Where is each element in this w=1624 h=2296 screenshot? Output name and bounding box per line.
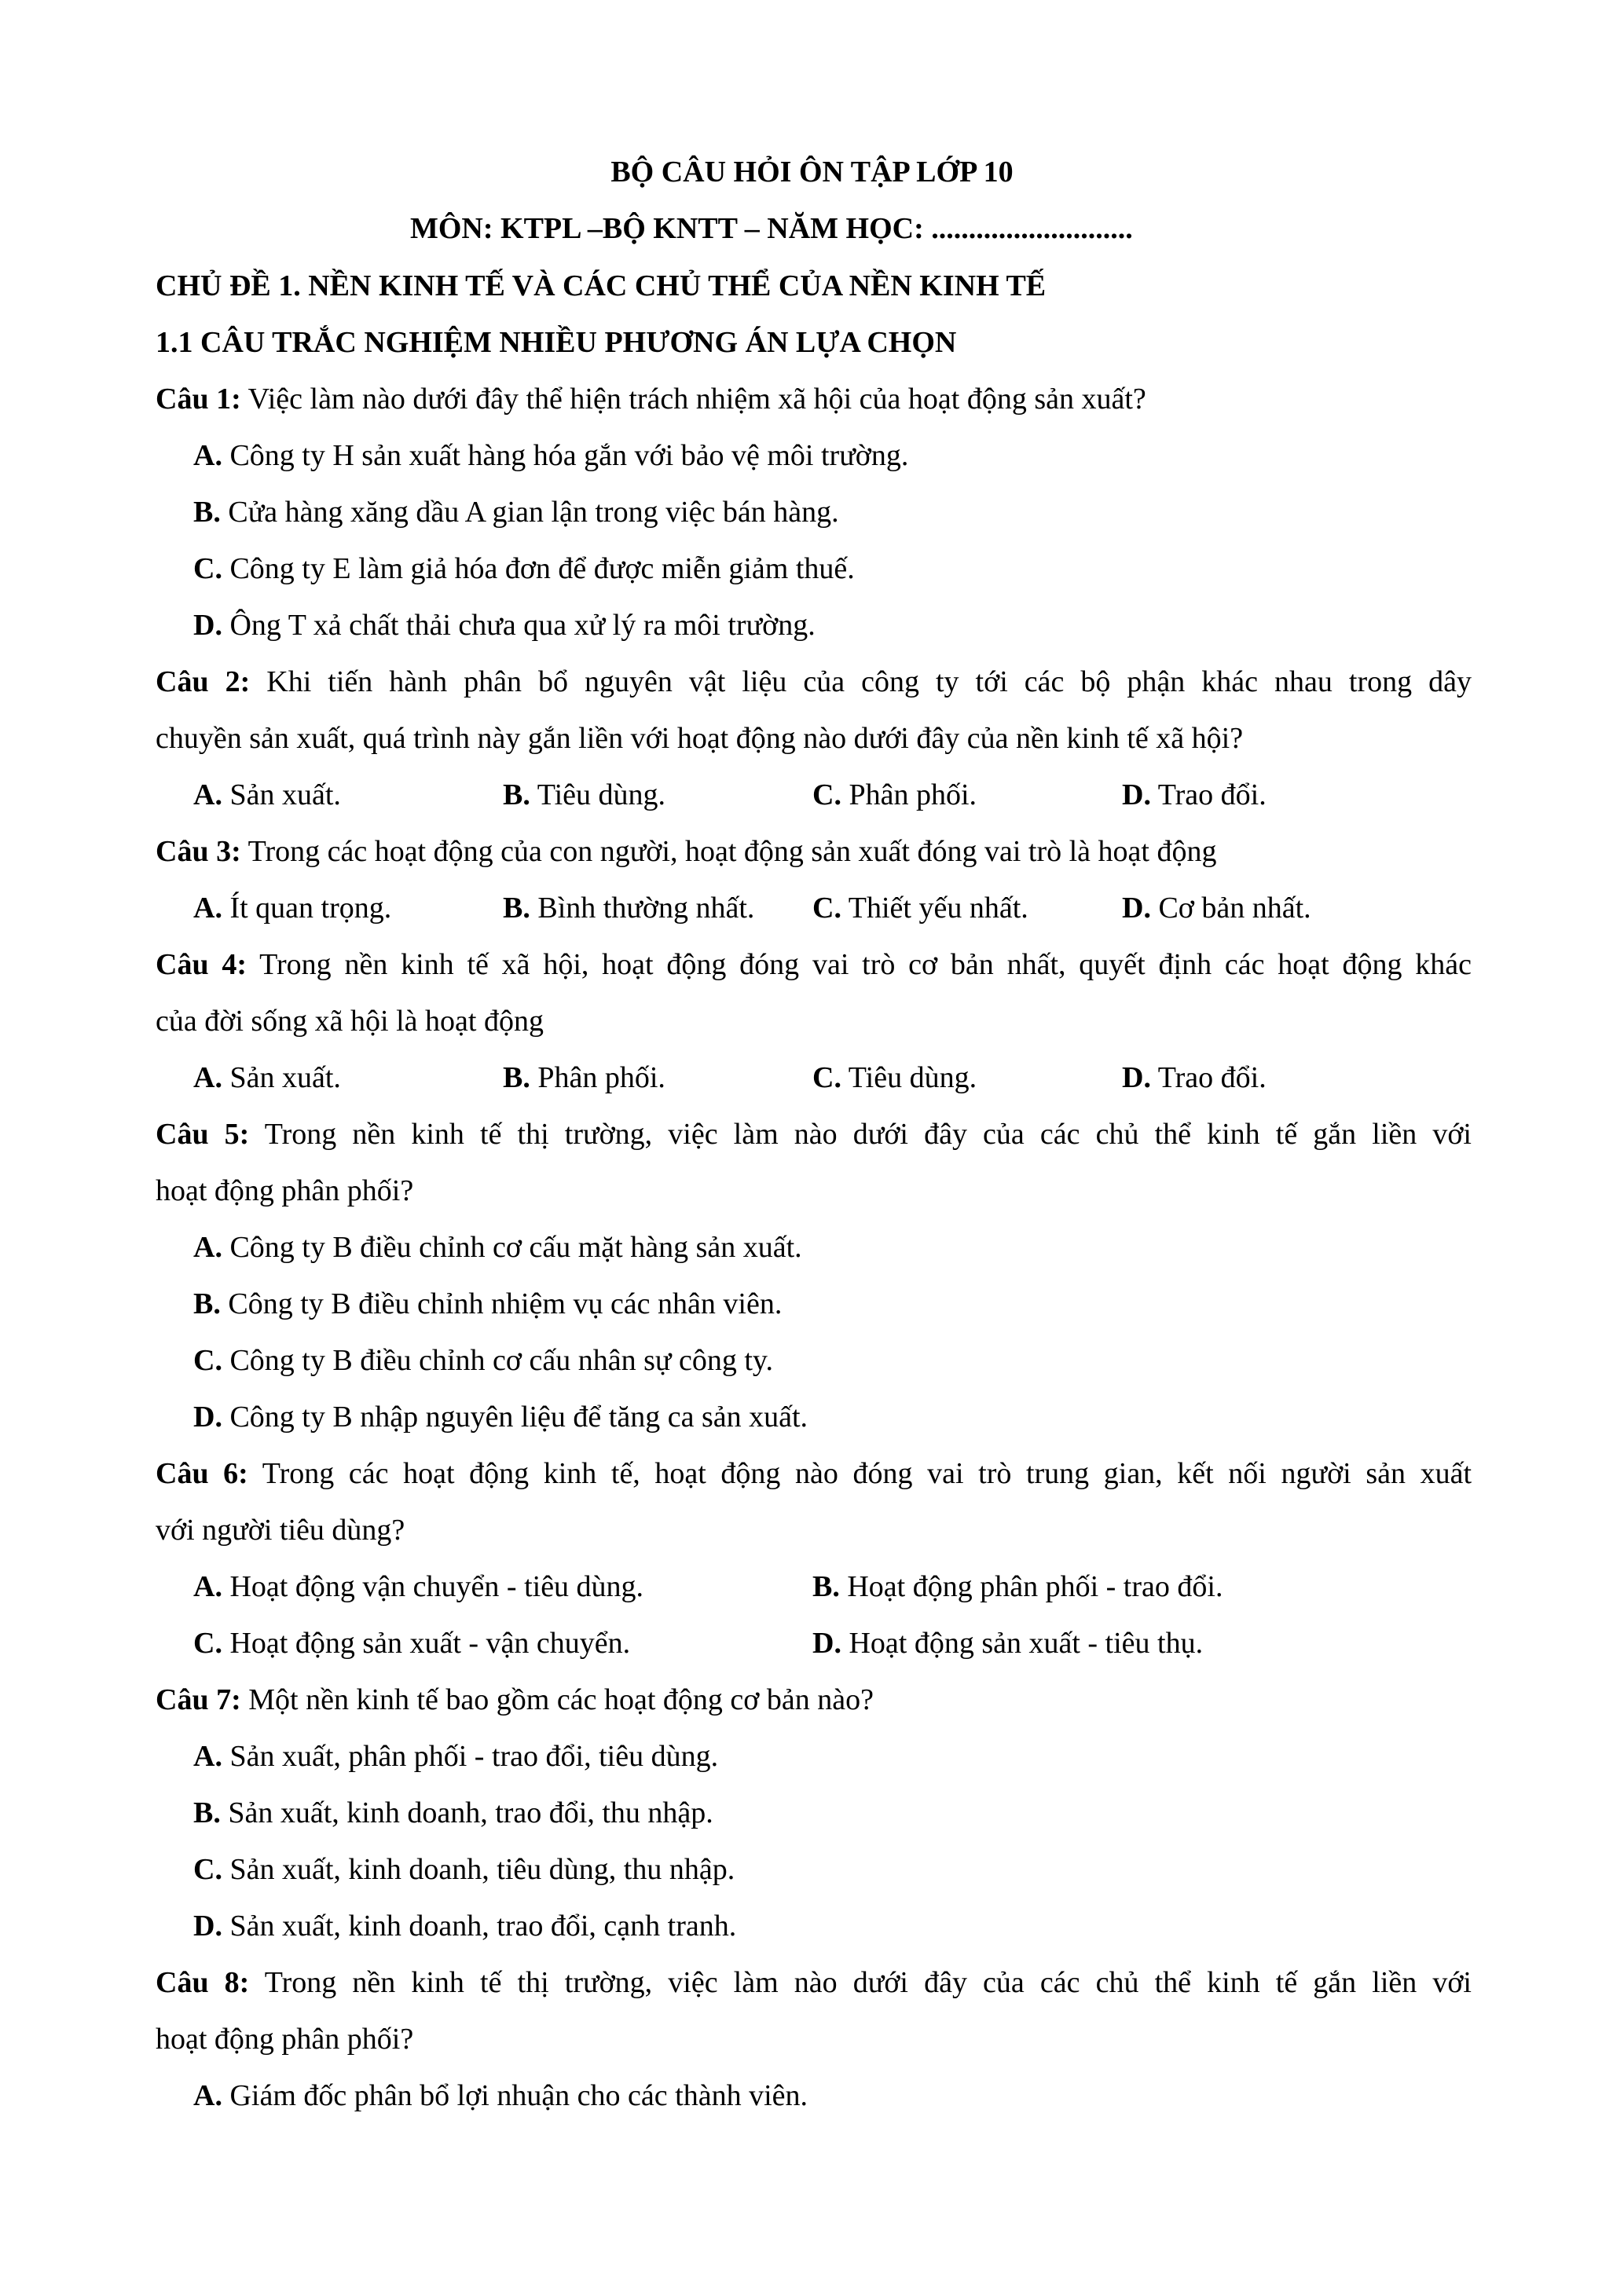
question-1 [156, 382, 1146, 416]
question-text: Một nền kinh tế bao gồm các hoạt động cơ bản nào? [248, 1683, 874, 1716]
document-title: BỘ CÂU HỎI ÔN TẬP LỚP 10 [610, 156, 1014, 189]
option-c: C. Phân phối. [812, 778, 977, 811]
question-text: Việc làm nào dưới đây thể hiện trách nhiệm xã hội của hoạt động sản xuất? [247, 383, 1146, 416]
option-a: A. Sản xuất, phân phối - trao đổi, tiêu dùng. [193, 1740, 719, 1773]
question-8 [156, 1965, 1472, 2000]
option-c: C. Thiết yếu nhất. [812, 892, 1028, 925]
option-a: A. Giám đốc phân bổ lợi nhuận cho các thành viên. [193, 2079, 808, 2112]
option-d: D. Công ty B nhập nguyên liệu để tăng ca sản xuất. [193, 1401, 808, 1434]
option-b: B. Tiêu dùng. [503, 778, 665, 811]
option-d: D. Hoạt động sản xuất - tiêu thụ. [812, 1627, 1204, 1660]
option-a: A. Ít quan trọng. [193, 892, 392, 925]
question-label: Câu 7: [156, 1683, 241, 1716]
document-subtitle: MÔN: KTPL –BỘ KNTT – NĂM HỌC: ........................... [410, 212, 1133, 245]
topic-heading: CHỦ ĐỀ 1. NỀN KINH TẾ VÀ CÁC CHỦ THỂ CỦA NỀN KINH TẾ [156, 269, 1047, 302]
option-d: D. Trao đổi. [1122, 778, 1267, 811]
question-7 [156, 1683, 874, 1717]
question-text-cont: hoạt động phân phối? [156, 2023, 414, 2056]
question-label: Câu 6: [156, 1457, 248, 1490]
option-b: B. Bình thường nhất. [503, 892, 755, 925]
option-a: A. Công ty H sản xuất hàng hóa gắn với bảo vệ môi trường. [193, 439, 909, 472]
question-text: Trong các hoạt động kinh tế, hoạt động nào đóng vai trò trung gian, kết nối người sản xuất [262, 1457, 1472, 1490]
option-c: C. Hoạt động sản xuất - vận chuyển. [193, 1627, 631, 1660]
question-text-cont: với người tiêu dùng? [156, 1514, 405, 1547]
option-a: A. Công ty B điều chỉnh cơ cấu mặt hàng sản xuất. [193, 1231, 802, 1264]
question-label: Câu 1: [156, 383, 241, 416]
question-3 [156, 834, 1216, 869]
question-label: Câu 3: [156, 835, 241, 868]
question-text: Trong các hoạt động của con người, hoạt động sản xuất đóng vai trò là hoạt động [247, 835, 1217, 868]
question-text: Khi tiến hành phân bổ nguyên vật liệu của công ty tới các bộ phận khác nhau trong dây [266, 665, 1472, 698]
option-c: C. Tiêu dùng. [812, 1061, 977, 1094]
part-heading: 1.1 CÂU TRẮC NGHIỆM NHIỀU PHƯƠNG ÁN LỰA CHỌN [156, 326, 957, 359]
option-d: D. Ông T xả chất thải chưa qua xử lý ra môi trường. [193, 609, 816, 642]
question-label: Câu 2: [156, 665, 251, 698]
question-2 [156, 665, 1472, 699]
question-text: Trong nền kinh tế thị trường, việc làm nào dưới đây của các chủ thể kinh tế gắn liền với [264, 1966, 1472, 1999]
option-a: A. Sản xuất. [193, 1061, 341, 1094]
question-label: Câu 5: [156, 1118, 250, 1151]
question-6 [156, 1456, 1472, 1491]
option-b: B. Cửa hàng xăng dầu A gian lận trong việc bán hàng. [193, 496, 839, 529]
question-text: Trong nền kinh tế xã hội, hoạt động đóng vai trò cơ bản nhất, quyết định các hoạt động khác [259, 948, 1472, 981]
question-text: Trong nền kinh tế thị trường, việc làm nào dưới đây của các chủ thể kinh tế gắn liền với [264, 1118, 1472, 1151]
option-d: D. Cơ bản nhất. [1122, 892, 1311, 925]
option-b: B. Phân phối. [503, 1061, 665, 1094]
question-text-cont: chuyền sản xuất, quá trình này gắn liền với hoạt động nào dưới đây của nền kinh tế xã hội? [156, 722, 1244, 755]
option-b: B. Công ty B điều chỉnh nhiệm vụ các nhân viên. [193, 1287, 783, 1320]
option-d: D. Trao đổi. [1122, 1061, 1267, 1094]
question-5 [156, 1117, 1472, 1152]
question-4 [156, 947, 1472, 982]
question-label: Câu 8: [156, 1966, 250, 1999]
option-d: D. Sản xuất, kinh doanh, trao đổi, cạnh tranh. [193, 1910, 737, 1943]
option-a: A. Sản xuất. [193, 778, 341, 811]
option-b: B. Sản xuất, kinh doanh, trao đổi, thu nhập. [193, 1796, 713, 1829]
option-c: C. Công ty B điều chỉnh cơ cấu nhân sự công ty. [193, 1344, 773, 1377]
option-c: C. Sản xuất, kinh doanh, tiêu dùng, thu nhập. [193, 1853, 735, 1886]
question-text-cont: của đời sống xã hội là hoạt động [156, 1005, 544, 1038]
option-b: B. Hoạt động phân phối - trao đổi. [812, 1570, 1223, 1603]
question-text-cont: hoạt động phân phối? [156, 1174, 414, 1207]
option-a: A. Hoạt động vận chuyển - tiêu dùng. [193, 1570, 644, 1603]
option-c: C. Công ty E làm giả hóa đơn để được miễn giảm thuế. [193, 552, 855, 585]
question-label: Câu 4: [156, 948, 247, 981]
